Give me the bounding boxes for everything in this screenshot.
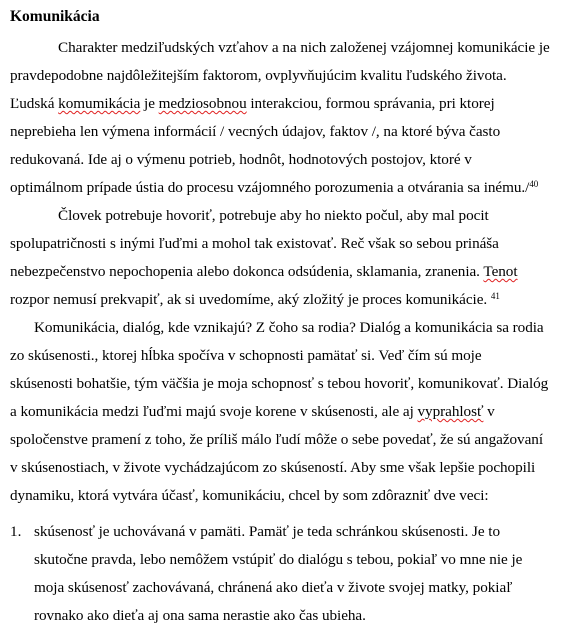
list-item-line-4: rovnako ako dieťa aj ona sama nerastie ako čas ubieha. (34, 607, 366, 624)
p2-line-1: Človek potrebuje hovoriť, potrebuje aby ho niekto počul, aby mal pocit (58, 207, 489, 224)
text-run: interakciou, formou správania, pri ktorej (246, 95, 495, 112)
text-run: Ľudská (10, 95, 59, 112)
p3-line-5: spoločenstve pramení z toho, že príliš málo ľudí môže o sebe povedať, že sú angažovaní (10, 431, 544, 448)
list-item-line-2: skutočne pravda, lebo nemôžem vstúpiť do dialógu s tebou, pokiaľ vo mne nie je (34, 551, 523, 568)
list-item-line-1: skúsenosť je uchovávaná v pamäti. Pamäť je teda schránkou skúsenosti. Je to (34, 523, 501, 540)
spelling-error: medziosobnou (158, 95, 247, 112)
footnote-ref: 40 (529, 179, 539, 189)
p3-line-6: v skúsenostiach, v živote vychádzajúcom zo skúseností. Aby sme však lepšie pochopili (10, 459, 536, 476)
text-run: optimálnom prípade ústia do procesu vzájomného porozumenia a otvárania sa inému./ (10, 179, 530, 196)
p1-line-6 (10, 178, 538, 198)
spelling-error: Tenot (483, 263, 518, 280)
p1-line-3 (10, 94, 495, 114)
text-run: v (483, 403, 495, 420)
p1-line-2: pravdepodobne najdôležitejším faktorom, ovplyvňujúcim kvalitu ľudského života. (10, 67, 507, 84)
p1-line-5: redukovaná. Ide aj o výmenu potrieb, hodnôt, hodnotových postojov, ktoré v (10, 151, 472, 168)
p3-line-7: dynamiku, ktorá vytvára účasť, komunikáciu, chcel by som zdôrazniť dve veci: (10, 487, 489, 504)
list-number: 1. (10, 523, 22, 540)
p3-line-4 (10, 402, 495, 422)
section-heading: Komunikácia (10, 8, 100, 25)
p1-line-4: neprebieha len výmena informácií / vecných údajov, faktov /, na ktoré býva často (10, 123, 501, 140)
list-item-line-3: moja skúsenosť zachovávaná, chránená ako dieťa v živote svojej matky, pokiaľ (34, 579, 513, 596)
footnote-ref: 41 (490, 291, 500, 301)
spelling-error: vyprahlosť (417, 403, 484, 420)
p3-line-1: Komunikácia, dialóg, kde vznikajú? Z čoho sa rodia? Dialóg a komunikácia sa rodia (34, 319, 544, 336)
text-run: a komunikácia medzi ľuďmi majú svoje korene v skúsenosti, ale aj (10, 403, 418, 420)
text-run: nebezpečenstvo nepochopenia alebo dokonca odsúdenia, sklamania, zranenia. (10, 263, 484, 280)
p1-line-1: Charakter medziľudských vzťahov a na nich založenej vzájomnej komunikácie je (58, 39, 550, 56)
text-run: rozpor nemusí prekvapiť, ak si uvedomíme, aký zložitý je proces komunikácie. (10, 291, 488, 308)
p2-line-2: spolupatričnosti s inými ľuďmi a mohol tak existovať. Reč však so sebou prináša (10, 235, 499, 252)
p2-line-4 (10, 290, 500, 310)
p3-line-2: zo skúsenosti., ktorej hĺbka spočíva v schopnosti pamätať si. Veď čím sú moje (10, 347, 482, 364)
p3-line-3: skúsenosti bohatšie, tým väčšia je moja schopnosť s tebou hovoriť, komunikovať. Dialóg (10, 375, 549, 392)
p2-line-3 (10, 262, 518, 282)
spelling-error: komumikácia (58, 95, 141, 112)
text-run: je (140, 95, 159, 112)
